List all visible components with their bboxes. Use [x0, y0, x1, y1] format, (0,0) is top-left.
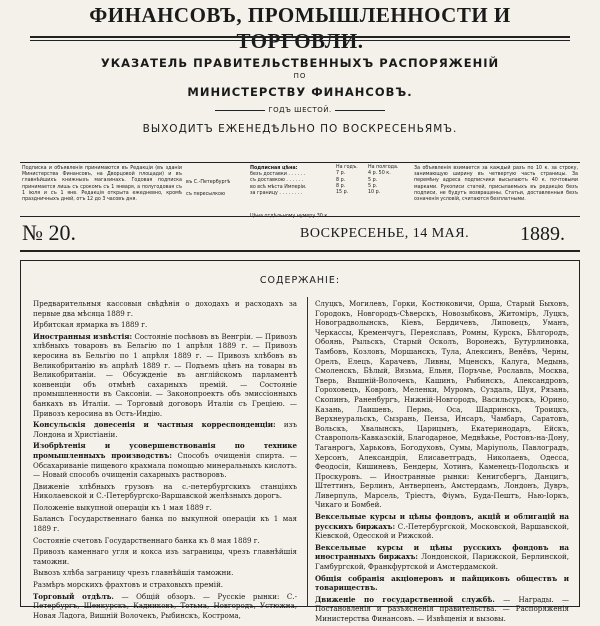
issue-bottom-rule: [20, 250, 580, 252]
masthead-rule-thin: [30, 40, 570, 41]
half-price: 10 р.: [368, 190, 381, 196]
toc-entry: Положеніе выкупной операціи къ 1 мая 1889 г.: [33, 502, 212, 512]
toc-entry: Движеніе хлѣбныхъ грузовъ на с.-петербургскихъ станціяхъ Николаевской и С.-Петербургско-Варшавской желѣзныхъ дорогъ.: [33, 481, 297, 501]
subscription-prices: [250, 166, 410, 220]
toc-entry: Предварительныя кассовыя свѣдѣнія о доходахъ и расходахъ за первые два мѣсяца 1889 г.: [33, 299, 297, 318]
issue-number: № 20.: [22, 220, 76, 245]
subscription-right-text: За объявленія взимается за каждый разъ по 10 к. за строку, занимающую ширину въ четвертую часть страницы. За перемѣну адреса подписчики высылаютъ 40 к. почтовыми марками. Рукописи статей, присылаемыхъ въ редакцію безъ подписи, не будутъ возвращены. Статьи, доставленныя безъ означенія условій, считаются безплатными.: [414, 166, 578, 203]
year-price: 15 р.: [336, 190, 349, 196]
issue-year: 1889.: [520, 223, 565, 245]
year-rule-right: [335, 110, 385, 111]
toc-entry: Консульскія донесенія и частныя корреспонденціи: изъ Лондона и Христіаніи.: [33, 420, 297, 439]
toc-entry: Вексельные курсы и цѣны русскихъ фондовъ на иностранныхъ биржахъ: Лондонской, Парижской, Берлинской, Гамбургской, Франкфуртской и Амстердамской.: [315, 542, 569, 572]
publication-year: ГОДЪ ШЕСТОЙ.: [268, 106, 332, 114]
price-line: безъ доставки . . . . . .: [250, 172, 306, 178]
contents-right-column: [315, 299, 569, 626]
toc-entry: Вексельные курсы и цѣны фондовъ, акцій и облигацій на русскихъ биржахъ: С.-Петербургской, Московской, Варшавской, Кіевской, Одесской и Рижской.: [315, 512, 569, 541]
price-line: съ доставкою . . . . . .: [250, 178, 304, 184]
subtitle-po: ПО: [293, 72, 307, 80]
location-mail: съ пересылкою: [186, 192, 225, 198]
subtitle-index: УКАЗАТЕЛЬ ПРАВИТЕЛЬСТВЕННЫХЪ РАСПОРЯЖЕНІЙ: [100, 56, 500, 70]
contents-left-column: [33, 299, 297, 622]
toc-entry: Вывозъ хлѣба заграницу чрезъ главнѣйшія таможни.: [33, 568, 234, 578]
toc-entry: Общія собранія акціонеровъ и пайщиковъ обществъ и товариществъ.: [315, 573, 569, 593]
issue-date: ВОСКРЕСЕНЬЕ, 14 МАЯ.: [300, 226, 470, 241]
masthead-rule: [30, 36, 570, 38]
toc-entry: Торговый отдѣлъ. — Общій обзоръ. — Русскіе рынки: С.-Петербургъ, Шенкурскъ, Кадниковъ, Тотьма, Новгородъ, Устюжна, Новая Ладога, Вишній Волочекъ, Рыбинскъ, Кострома,: [33, 591, 298, 620]
contents-box: [20, 260, 580, 623]
toc-entry: Привозъ каменнаго угля и кокса изъ заграницы, чрезъ главнѣйшія таможни.: [33, 547, 297, 566]
year-price-head: На годъ.: [336, 165, 358, 171]
price-title: Подписная цѣна:: [250, 166, 298, 171]
subscription-location: [186, 180, 248, 198]
half-price-head: На полгода.: [368, 165, 399, 171]
price-line: за границу . . . . . . . .: [250, 190, 303, 196]
toc-entry: Размѣръ морскихъ фрахтовъ и страховыхъ премій.: [33, 580, 224, 590]
toc-entry: Балансъ Государственнаго банка по выкупной операціи къ 1 мая 1889 г.: [33, 514, 297, 534]
issue-top-rule: [20, 216, 580, 217]
half-price: 5 р.: [368, 183, 378, 189]
subscription-left-text: Подписка и объявленія принимаются въ Редакціи (въ зданіи Министерства Финансовъ, на Дворцовой площади) и въ главнѣйшихъ книжныхъ магазинахъ. Годовая подписка принимается лишь съ срокомъ съ 1 января, а полугодовая съ 1 іюля и съ 1 янв. Редакція открыта ежедневно, кромѣ праздничныхъ дней, отъ 12 до 3 часовъ дня.: [22, 166, 182, 203]
weekly-notice: ВЫХОДИТЪ ЕЖЕНЕДѢЛЬНО ПО ВОСКРЕСЕНЬЯМЪ.: [142, 123, 458, 135]
subscription-top-rule: [20, 162, 580, 163]
half-price: 5 р.: [368, 177, 378, 183]
year-price: 8 р.: [336, 183, 346, 189]
toc-entry: Изобрѣтенія и усовершенствованія по технике промышленныхъ производствъ: Способъ очищенія спирта. — Обсахариваніе пищевого крахмала помощью минеральныхъ кислотъ. — Новый способъ очищенія сахарныхъ растворовъ.: [33, 441, 297, 480]
year-price: 7 р.: [336, 171, 346, 177]
location-spb: въ С.-Петербургѣ: [186, 180, 231, 185]
year-price: 8 р.: [336, 177, 346, 183]
toc-entry: Слуцкъ, Могилевъ, Горки, Костюковичи, Орша, Старый Быховъ, Городокъ, Новгородъ-Сѣверскъ, Новозыбковъ, Житоміръ, Луцкъ, Новоградволынскъ, Кіевъ, Бердичевъ, Липовецъ, Уманъ, Черкассы, Кременчугъ, Переяславъ, Ромны, Курскъ, Бѣлгородъ, Обоянь, Рыльскъ, Старый Осколъ, Воронежъ, Бутурлиновка, Тамбовъ, Козловъ, Моршанскъ, Тула, Алексинъ, Венёвъ, Черны, Орелъ, Елецъ, Карачевъ, Ливны, Мценскъ, Калуга, Медынь, Смоленскъ, Бѣлый, Вязьма, Ельня, Поръчье, Рославль, Москва, Тверь, Вышній-Волочекъ, Кашинъ, Рыбинскъ, Александровъ, Гороховецъ, Ковровъ, Меленки, Муромъ, Суздаль, Шуя, Рязань, Скопинъ, Раненбургъ, Нижній-Новгородъ, Васильсурскъ, Юрино, Казань, Лаишевъ, Пермь, Оса, Шадринскъ, Троицкъ, Верхнеуральскъ, Сызрань, Пенза, Инсаръ, Чамбаръ, Саратовъ, Вольскъ, Хвалынскъ, Царицынъ, Екатеринодаръ, Ейскъ, Ставрополь-Кавказскій, Благодарное, Медвѣжье, Ростовъ-на-Дону, Таганрогъ, Харьковъ, Богодуховъ, Сумы, Маріуполь, Павлоградъ, Херсонъ, Александрія, Елисаветградъ, Николаевъ, Одесса, Феодосія, Кишиневъ, Бендеры, Хотинъ, Каменецъ-Подольскъ и Проскуровъ. — Иностранные рынки: Кенигсбергъ, Данцигъ, Штеттинъ, Берлинъ, Антверпенъ, Амстердамъ, Лондонъ, Дувръ, Ливерпуль, Марсель, Тріестъ, Фіумъ, Буда-Пештъ, Нью-Іоркъ, Чикаго и Бомбей.: [315, 299, 569, 510]
masthead-title: ФИНАНСОВЪ, ПРОМЫШЛЕННОСТИ И ТОРГОВЛИ.: [89, 3, 511, 53]
subtitle-ministry: МИНИСТЕРСТВУ ФИНАНСОВЪ.: [187, 85, 413, 99]
toc-entry: Состояніе счетовъ Государственнаго банка къ 8 мая 1889 г.: [33, 535, 260, 545]
half-price: 4 р. 50 к.: [368, 171, 391, 177]
toc-entry: Ирбитская ярмарка въ 1889 г.: [33, 320, 148, 330]
single-issue-price: Цѣна отдѣльному нумеру 30 к.: [250, 214, 329, 220]
price-line: во всѣ мѣста Имперіи.: [250, 184, 307, 190]
contents-title: СОДЕРЖАНІЕ:: [259, 275, 341, 286]
toc-entry: Иностранныя извѣстія: Состояніе посѣвовъ въ Венгріи. — Привозъ хлѣбныхъ товаровъ въ Бельгію по 1 апрѣля 1889 г. — Привозъ керосина въ Бельгію по 1 апрѣля 1889 г. — Привозъ хлѣбовъ въ Великобританію въ апрѣлѣ 1889 г. — Подъемъ цѣнъ на товары въ Великобританіи. — Обсужденіе въ англійскомъ парламентѣ конвенціи объ отмѣнѣ сахарныхъ премій. — Состояніе промышленности въ Саксоніи. — Законопроектъ объ эмиссіонныхъ банкахъ въ Италіи. — Торговый договоръ Италіи съ Греціею. — Привозъ керосина въ Остъ-Индію.: [33, 331, 297, 418]
toc-entry: Движеніе по государственной службѣ. — Награды. — Постановленія и разъясненія правительства. — Распоряженія Министерства Финансовъ. — Извѣщенія и вызовы.: [315, 594, 569, 623]
column-divider: [307, 297, 308, 607]
